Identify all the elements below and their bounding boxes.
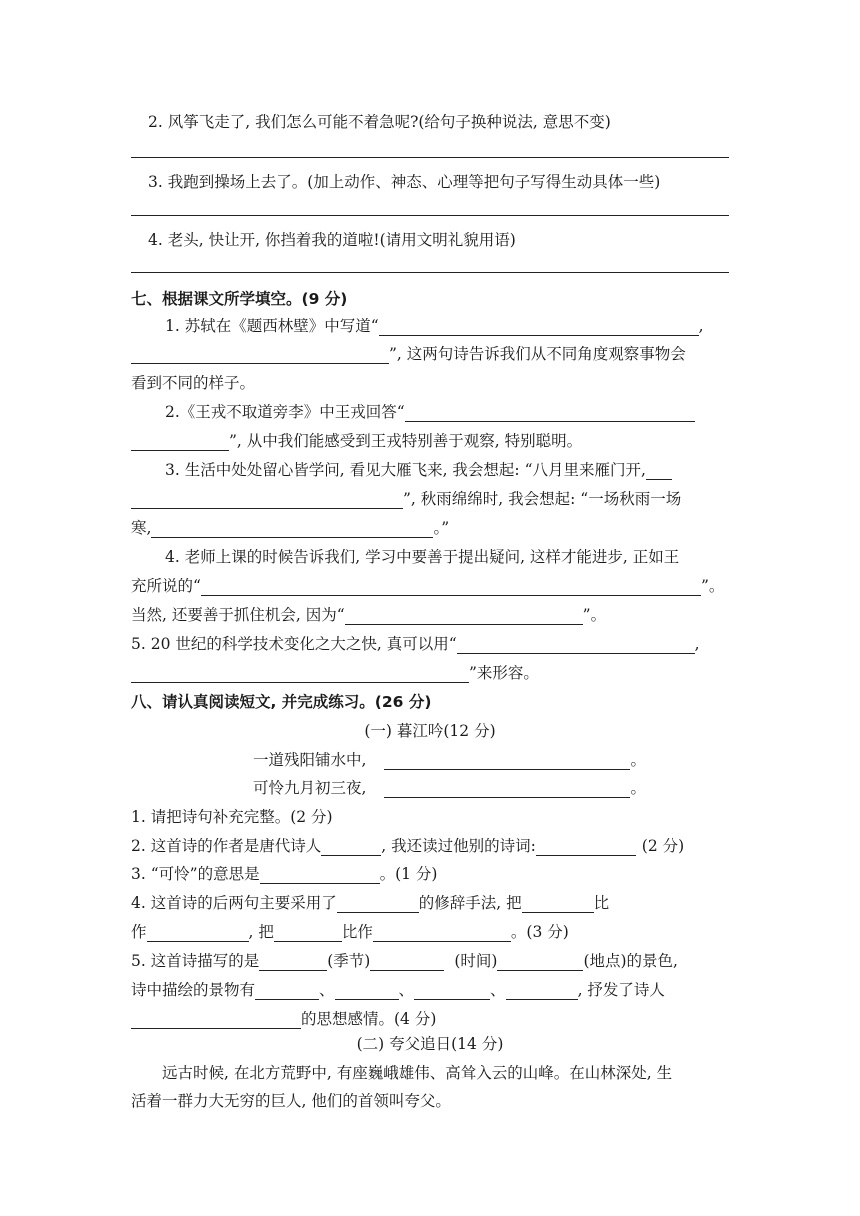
fill-blank[interactable] <box>497 954 583 971</box>
question-8-3: 3. “可怜”的意思是 。(1 分) <box>131 865 438 883</box>
fill-blank[interactable] <box>131 666 469 683</box>
answer-line[interactable] <box>131 272 729 273</box>
fill-blank[interactable] <box>370 954 444 971</box>
question-8-4-cont: 作 , 把 比作 。(3 分) <box>131 923 569 941</box>
fill-blank[interactable] <box>147 925 249 942</box>
question-7-3-end: 寒, 。” <box>131 519 450 537</box>
fill-blank[interactable] <box>321 839 381 856</box>
question-7-2: 2.《王戎不取道旁李》中王戎回答“ <box>165 400 695 422</box>
fill-blank[interactable] <box>335 983 399 1000</box>
section-8-heading: 八、请认真阅读短文, 并完成练习。(26 分) <box>131 693 432 711</box>
fill-blank[interactable] <box>384 753 630 770</box>
question-7-5-cont: ”来形容。 <box>131 661 539 683</box>
fill-blank[interactable] <box>457 637 695 654</box>
poem-line-1: 一道残阳铺水中, 。 <box>253 751 646 769</box>
fill-blank[interactable] <box>414 983 490 1000</box>
question-8-2: 2. 这首诗的作者是唐代诗人 , 我还读过他别的诗词: (2 分) <box>131 837 685 855</box>
question-6-2: 2. 风筝飞走了, 我们怎么可能不着急呢?(给句子换种说法, 意思不变) <box>148 113 611 131</box>
fill-blank[interactable] <box>131 434 229 451</box>
fill-blank[interactable] <box>379 319 699 336</box>
story-paragraph-line-2: 活着一群力大无穷的巨人, 他们的首领叫夸父。 <box>131 1092 451 1110</box>
story-paragraph-line-1: 远古时候, 在北方荒野中, 有座巍峨雄伟、高耸入云的山峰。在山林深处, 生 <box>162 1064 673 1082</box>
answer-line[interactable] <box>131 215 729 216</box>
question-8-1: 1. 请把诗句补充完整。(2 分) <box>131 808 333 826</box>
poem-title: (一) 暮江吟(12 分) <box>364 722 496 740</box>
fill-blank[interactable] <box>131 492 403 509</box>
question-7-1: 1. 苏轼在《题西林壁》中写道“ , <box>165 317 704 335</box>
fill-blank[interactable] <box>522 896 594 913</box>
fill-blank[interactable] <box>131 1012 301 1029</box>
answer-line[interactable] <box>131 157 729 158</box>
fill-blank[interactable] <box>536 839 636 856</box>
fill-blank[interactable] <box>260 867 380 884</box>
fill-blank[interactable] <box>337 896 419 913</box>
fill-blank[interactable] <box>255 983 319 1000</box>
question-7-3-cont: ”, 秋雨绵绵时, 我会想起: “一场秋雨一场 <box>131 487 681 509</box>
question-8-5-end: 的思想感情。(4 分) <box>131 1007 436 1029</box>
poem-line-2: 可怜九月初三夜, 。 <box>253 779 646 797</box>
fill-blank[interactable] <box>274 925 342 942</box>
question-8-5: 5. 这首诗描写的是 (季节) (时间) (地点)的景色, <box>131 952 678 970</box>
story-title: (二) 夸父追日(14 分) <box>356 1035 504 1053</box>
question-7-3: 3. 生活中处处留心皆学问, 看见大雁飞来, 我会想起: “八月里来雁门开, <box>165 458 672 480</box>
question-7-1-end: 看到不同的样子。 <box>131 374 256 392</box>
question-8-5-cont: 诗中描绘的景物有 、 、 、 , 抒发了诗人 <box>131 981 665 999</box>
fill-blank[interactable] <box>345 608 583 625</box>
question-6-3: 3. 我跑到操场上去了。(加上动作、神态、心理等把句子写得生动具体一些) <box>148 173 661 191</box>
fill-blank[interactable] <box>646 463 672 480</box>
question-7-4: 4. 老师上课的时候告诉我们, 学习中要善于提出疑问, 这样才能进步, 正如王 <box>165 548 680 566</box>
fill-blank[interactable] <box>151 521 433 538</box>
question-6-4: 4. 老头, 快让开, 你挡着我的道啦!(请用文明礼貌用语) <box>148 231 516 249</box>
question-7-2-cont: ”, 从中我们能感受到王戎特别善于观察, 特别聪明。 <box>131 429 582 451</box>
question-7-4-end: 当然, 还要善于抓住机会, 因为“ ”。 <box>131 606 607 624</box>
question-7-5: 5. 20 世纪的科学技术变化之大之快, 真可以用“ , <box>131 635 700 653</box>
fill-blank[interactable] <box>384 781 630 798</box>
fill-blank[interactable] <box>373 925 511 942</box>
fill-blank[interactable] <box>131 347 389 364</box>
fill-blank[interactable] <box>201 579 701 596</box>
question-8-4: 4. 这首诗的后两句主要采用了 的修辞手法, 把 比 <box>131 894 610 912</box>
question-7-1-cont: ”, 这两句诗告诉我们从不同角度观察事物会 <box>131 342 686 364</box>
question-7-4-cont: 充所说的“ ”。 <box>131 577 725 595</box>
fill-blank[interactable] <box>259 954 327 971</box>
fill-blank[interactable] <box>405 405 695 422</box>
section-7-heading: 七、根据课文所学填空。(9 分) <box>131 290 348 308</box>
fill-blank[interactable] <box>506 983 578 1000</box>
